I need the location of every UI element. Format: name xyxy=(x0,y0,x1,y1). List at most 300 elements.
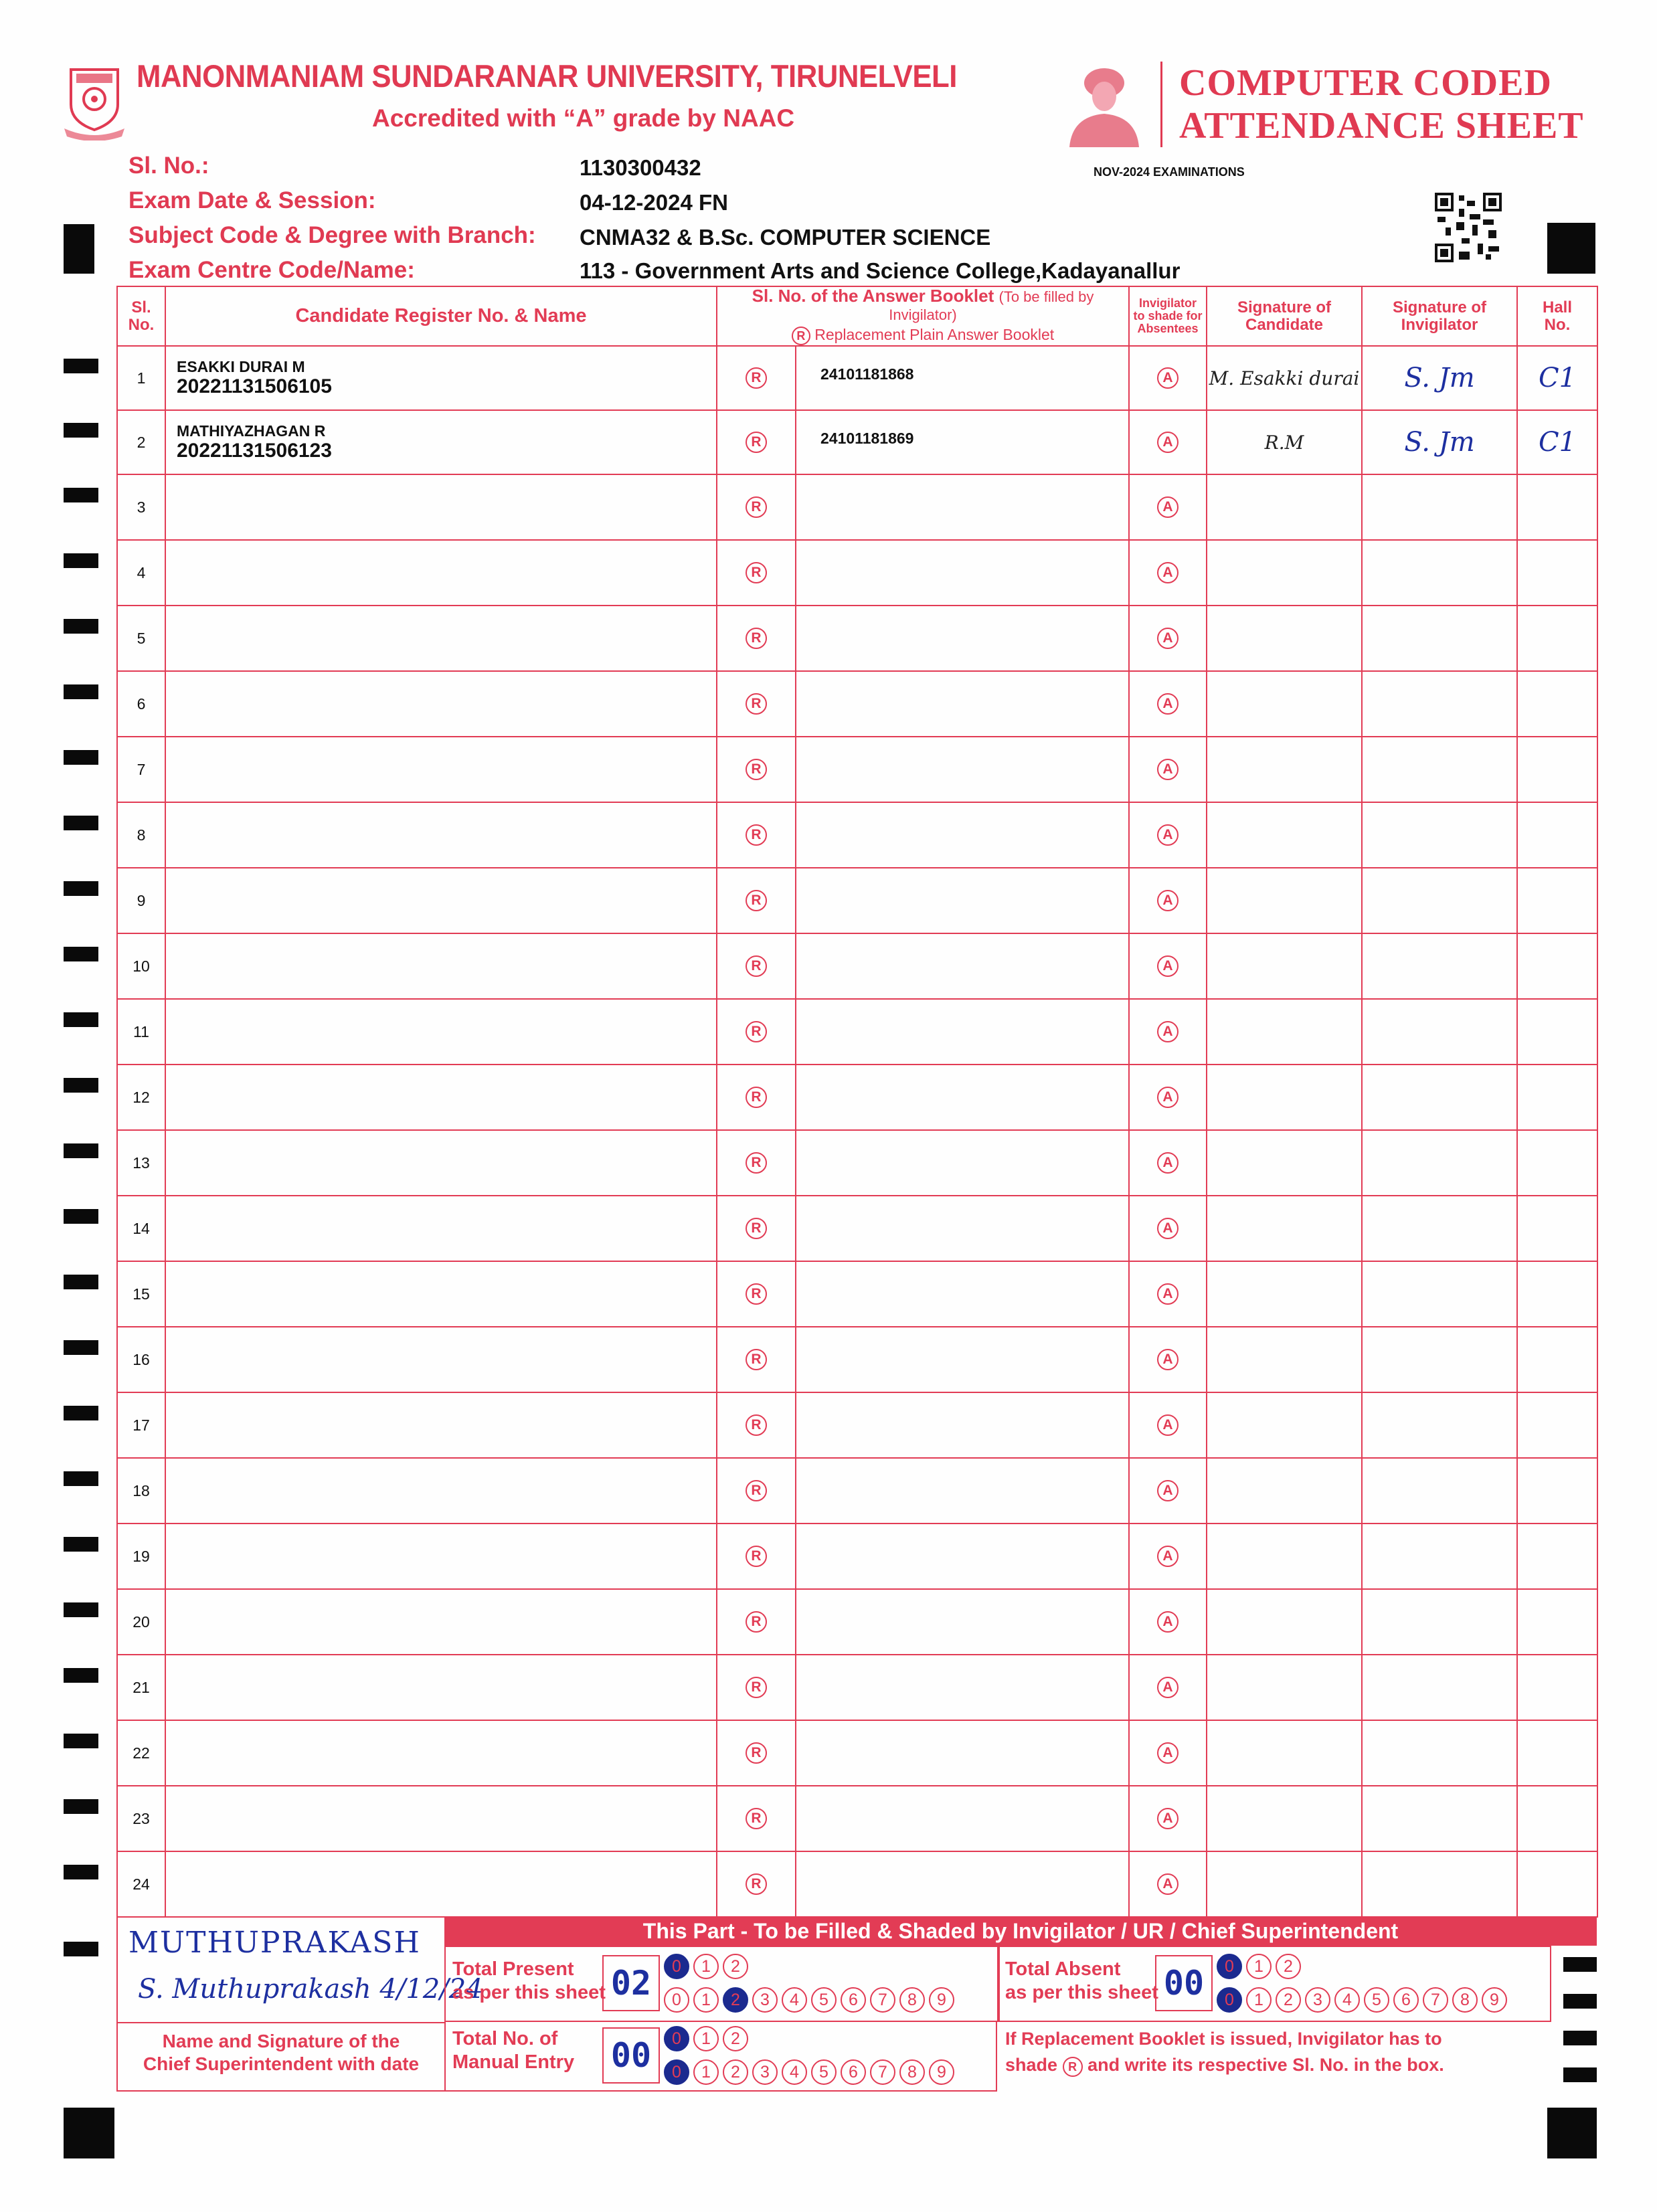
manual-entry-label: Total No. of Manual Entry xyxy=(452,2028,575,2073)
candidate-signature-cell[interactable] xyxy=(1207,410,1362,474)
replacement-bubble[interactable]: R xyxy=(746,1742,767,1764)
chief-signature-handwritten: S. Muthuprakash 4/12/24 xyxy=(138,1974,483,2005)
absentee-bubble-cell[interactable] xyxy=(1129,1720,1207,1786)
invigilator-signature-cell[interactable] xyxy=(1362,1655,1517,1720)
sheet-title-line-1: COMPUTER CODED xyxy=(1179,62,1552,104)
timing-mark-row xyxy=(64,488,98,502)
absentee-bubble[interactable]: A xyxy=(1157,890,1179,911)
absentee-bubble-cell[interactable] xyxy=(1129,671,1207,737)
replacement-bubble-cell[interactable] xyxy=(717,1589,796,1655)
invigilator-signature-cell[interactable] xyxy=(1362,671,1517,737)
replacement-note: If Replacement Booklet is issued, Invigilator has to shade R and write its respective Sl. No. in the box. xyxy=(1005,2026,1444,2078)
invigilator-signature: S. Jm xyxy=(1404,363,1475,394)
replacement-bubble-cell[interactable] xyxy=(717,1261,796,1327)
replacement-bubble[interactable]: R xyxy=(746,759,767,780)
absentee-bubble[interactable]: A xyxy=(1157,1021,1179,1042)
candidate-signature-cell[interactable] xyxy=(1207,1065,1362,1130)
row-sl-no: 13 xyxy=(117,1130,165,1196)
hall-no-cell[interactable] xyxy=(1517,1589,1597,1655)
accreditation-text: Accredited with “A” grade by NAAC xyxy=(372,104,795,132)
manual-entry-value-box[interactable]: 00 xyxy=(602,2027,660,2084)
absentee-bubble[interactable]: A xyxy=(1157,1873,1179,1895)
col-header-sl: Sl. No. xyxy=(117,286,165,346)
replacement-bubble[interactable]: R xyxy=(746,1283,767,1305)
absentee-bubble[interactable]: A xyxy=(1157,1283,1179,1305)
row-sl-no: 24 xyxy=(117,1851,165,1917)
replacement-bubble[interactable]: R xyxy=(746,693,767,715)
hall-no-cell[interactable] xyxy=(1517,1065,1597,1130)
replacement-bubble[interactable]: R xyxy=(746,628,767,649)
candidate-signature-cell[interactable] xyxy=(1207,1392,1362,1458)
booklet-no: 24101181869 xyxy=(820,430,914,448)
candidate-cell xyxy=(165,1524,717,1589)
replacement-bubble[interactable]: R xyxy=(746,1677,767,1698)
hall-no-cell[interactable] xyxy=(1517,1524,1597,1589)
hall-no-cell[interactable] xyxy=(1517,1327,1597,1392)
candidate-cell xyxy=(165,1786,717,1851)
candidate-signature-cell[interactable] xyxy=(1207,606,1362,671)
timing-mark-row xyxy=(64,423,98,438)
exam-date-label: Exam Date & Session: xyxy=(128,187,376,213)
booklet-no-cell[interactable] xyxy=(796,1851,1129,1917)
replacement-bubble-cell[interactable] xyxy=(717,1392,796,1458)
absent-tens-bubbles[interactable]: 0 1 2 xyxy=(1217,1954,1301,1979)
booklet-no-cell[interactable] xyxy=(796,802,1129,868)
replacement-bubble-cell[interactable] xyxy=(717,737,796,802)
absentee-bubble-cell[interactable] xyxy=(1129,1655,1207,1720)
booklet-no-cell[interactable] xyxy=(796,1065,1129,1130)
table-row xyxy=(117,933,1597,999)
hall-no-cell[interactable] xyxy=(1517,737,1597,802)
timing-mark-row xyxy=(64,553,98,568)
candidate-signature: R.M xyxy=(1264,431,1304,454)
candidate-signature-cell[interactable] xyxy=(1207,346,1362,410)
candidate-signature-cell[interactable] xyxy=(1207,737,1362,802)
replacement-bubble-cell[interactable] xyxy=(717,346,796,410)
candidate-cell xyxy=(165,410,717,474)
candidate-cell xyxy=(165,999,717,1065)
hall-no: C1 xyxy=(1538,363,1577,394)
manual-units-bubbles[interactable]: 0 1 2 3 4 5 6 7 8 9 xyxy=(664,2059,954,2085)
replacement-bubble[interactable]: R xyxy=(746,1808,767,1829)
replacement-bubble-cell[interactable] xyxy=(717,1065,796,1130)
table-row xyxy=(117,868,1597,933)
absentee-bubble[interactable]: A xyxy=(1157,562,1179,583)
row-sl-no: 17 xyxy=(117,1392,165,1458)
replacement-bubble-cell[interactable] xyxy=(717,474,796,540)
invigilator-signature-cell[interactable] xyxy=(1362,1851,1517,1917)
booklet-no-cell[interactable] xyxy=(796,1130,1129,1196)
candidate-signature-cell[interactable] xyxy=(1207,1655,1362,1720)
invigilator-signature-cell[interactable] xyxy=(1362,868,1517,933)
hall-no-cell[interactable] xyxy=(1517,474,1597,540)
exam-centre-label: Exam Centre Code/Name: xyxy=(128,257,415,283)
absentee-bubble-cell[interactable] xyxy=(1129,1589,1207,1655)
total-absent-box[interactable]: 00 xyxy=(1155,1955,1213,2011)
table-row xyxy=(117,1655,1597,1720)
candidate-cell xyxy=(165,1261,717,1327)
invigilator-signature-cell[interactable] xyxy=(1362,346,1517,410)
booklet-no-cell[interactable] xyxy=(796,1655,1129,1720)
replacement-bubble-cell[interactable] xyxy=(717,1851,796,1917)
present-units-bubbles[interactable]: 0 1 2 3 4 5 6 7 8 9 xyxy=(664,1987,954,2013)
replacement-bubble-cell[interactable] xyxy=(717,1327,796,1392)
row-sl-no: 4 xyxy=(117,540,165,606)
timing-mark-bottom-left xyxy=(64,2108,114,2158)
row-sl-no: 2 xyxy=(117,410,165,474)
candidate-cell xyxy=(165,1130,717,1196)
absentee-bubble[interactable]: A xyxy=(1157,1349,1179,1370)
absentee-bubble[interactable]: A xyxy=(1157,1087,1179,1108)
row-sl-no: 12 xyxy=(117,1065,165,1130)
booklet-no-cell[interactable] xyxy=(796,346,1129,410)
absentee-bubble[interactable]: A xyxy=(1157,759,1179,780)
absentee-bubble[interactable]: A xyxy=(1157,1480,1179,1501)
timing-mark-row xyxy=(64,684,98,699)
absentee-bubble-cell[interactable] xyxy=(1129,1851,1207,1917)
candidate-cell xyxy=(165,346,717,410)
booklet-no-cell[interactable] xyxy=(796,1720,1129,1786)
booklet-no-cell[interactable] xyxy=(796,933,1129,999)
booklet-no-cell[interactable] xyxy=(796,1524,1129,1589)
timing-mark-row xyxy=(64,1143,98,1158)
manual-tens-bubbles[interactable]: 0 1 2 xyxy=(664,2026,748,2051)
row-sl-no: 22 xyxy=(117,1720,165,1786)
candidate-signature-cell[interactable] xyxy=(1207,540,1362,606)
replacement-bubble-cell[interactable] xyxy=(717,606,796,671)
absentee-bubble-cell[interactable] xyxy=(1129,1261,1207,1327)
absentee-bubble[interactable]: A xyxy=(1157,496,1179,518)
timing-mark-bottom-right xyxy=(1547,2108,1597,2158)
hall-no-cell[interactable] xyxy=(1517,933,1597,999)
absentee-bubble-cell[interactable] xyxy=(1129,1786,1207,1851)
booklet-no-cell[interactable] xyxy=(796,1327,1129,1392)
candidate-cell xyxy=(165,1327,717,1392)
candidate-signature-cell[interactable] xyxy=(1207,1196,1362,1261)
row-sl-no: 5 xyxy=(117,606,165,671)
replacement-bubble-cell[interactable] xyxy=(717,410,796,474)
row-sl-no: 7 xyxy=(117,737,165,802)
replacement-bubble[interactable]: R xyxy=(746,432,767,453)
absentee-bubble-cell[interactable] xyxy=(1129,474,1207,540)
sl-no-label: Sl. No.: xyxy=(128,153,209,179)
booklet-no-cell[interactable] xyxy=(796,1786,1129,1851)
table-row xyxy=(117,1196,1597,1261)
candidate-signature-cell[interactable] xyxy=(1207,933,1362,999)
replacement-bubble[interactable]: R xyxy=(746,496,767,518)
hall-no-cell[interactable] xyxy=(1517,540,1597,606)
table-row xyxy=(117,1786,1597,1851)
absentee-bubble[interactable]: A xyxy=(1157,1677,1179,1698)
absentee-bubble-cell[interactable] xyxy=(1129,1524,1207,1589)
timing-mark-row xyxy=(64,1406,98,1420)
replacement-bubble[interactable]: R xyxy=(746,1152,767,1174)
replacement-bubble-cell[interactable] xyxy=(717,1655,796,1720)
replacement-bubble-cell[interactable] xyxy=(717,1786,796,1851)
total-present-box[interactable]: 02 xyxy=(602,1955,660,2011)
hall-no-cell[interactable] xyxy=(1517,999,1597,1065)
invigilator-signature-cell[interactable] xyxy=(1362,1065,1517,1130)
present-tens-bubbles[interactable]: 0 1 2 xyxy=(664,1954,748,1979)
replacement-bubble[interactable]: R xyxy=(746,367,767,389)
absentee-bubble-cell[interactable] xyxy=(1129,868,1207,933)
absentee-bubble-cell[interactable] xyxy=(1129,737,1207,802)
booklet-no-cell[interactable] xyxy=(796,1589,1129,1655)
replacement-bubble-cell[interactable] xyxy=(717,671,796,737)
timing-mark-row xyxy=(64,1340,98,1355)
timing-mark-row xyxy=(64,1734,98,1748)
replacement-bubble[interactable]: R xyxy=(746,824,767,846)
timing-mark-row xyxy=(64,1942,98,1956)
replacement-bubble[interactable]: R xyxy=(746,1611,767,1633)
absentee-bubble-cell[interactable] xyxy=(1129,802,1207,868)
row-sl-no: 14 xyxy=(117,1196,165,1261)
invigilator-signature-cell[interactable] xyxy=(1362,802,1517,868)
booklet-no-cell[interactable] xyxy=(796,474,1129,540)
invigilator-signature: S. Jm xyxy=(1404,427,1475,458)
absentee-bubble-cell[interactable] xyxy=(1129,540,1207,606)
invigilator-signature-cell[interactable] xyxy=(1362,1786,1517,1851)
candidate-cell xyxy=(165,1720,717,1786)
invigilator-signature-cell[interactable] xyxy=(1362,999,1517,1065)
booklet-no-cell[interactable] xyxy=(796,1458,1129,1524)
absentee-bubble-cell[interactable] xyxy=(1129,1196,1207,1261)
footer-banner: This Part - To be Filled & Shaded by Invigilator / UR / Chief Superintendent xyxy=(444,1916,1597,1946)
hall-no-cell[interactable] xyxy=(1517,671,1597,737)
absentee-bubble[interactable]: A xyxy=(1157,1808,1179,1829)
timing-mark-footer xyxy=(1563,2031,1597,2045)
invigilator-signature-cell[interactable] xyxy=(1362,1261,1517,1327)
invigilator-signature-cell[interactable] xyxy=(1362,1196,1517,1261)
row-sl-no: 18 xyxy=(117,1458,165,1524)
table-row xyxy=(117,474,1597,540)
replacement-bubble-cell[interactable] xyxy=(717,802,796,868)
candidate-signature-cell[interactable] xyxy=(1207,1458,1362,1524)
timing-mark-row xyxy=(64,1602,98,1617)
candidate-signature-cell[interactable] xyxy=(1207,999,1362,1065)
timing-mark-row xyxy=(64,1275,98,1289)
hall-no-cell[interactable] xyxy=(1517,802,1597,868)
candidate-signature-cell[interactable] xyxy=(1207,802,1362,868)
university-logo-icon xyxy=(62,64,127,141)
absent-units-bubbles[interactable]: 0 1 2 3 4 5 6 7 8 9 xyxy=(1217,1987,1507,2013)
candidate-signature-cell[interactable] xyxy=(1207,671,1362,737)
replacement-bubble-cell[interactable] xyxy=(717,540,796,606)
invigilator-signature-cell[interactable] xyxy=(1362,737,1517,802)
hall-no-cell[interactable] xyxy=(1517,1786,1597,1851)
invigilator-signature-cell[interactable] xyxy=(1362,933,1517,999)
absentee-bubble[interactable]: A xyxy=(1157,432,1179,453)
replacement-bubble-cell[interactable] xyxy=(717,1458,796,1524)
invigilator-signature-cell[interactable] xyxy=(1362,1524,1517,1589)
timing-mark-row xyxy=(64,1668,98,1683)
replacement-bubble-cell[interactable] xyxy=(717,1130,796,1196)
timing-mark-row xyxy=(64,947,98,961)
candidate-cell xyxy=(165,540,717,606)
totals-divider xyxy=(997,1946,1000,2022)
hall-no-cell[interactable] xyxy=(1517,1261,1597,1327)
timing-mark-row xyxy=(64,359,98,373)
absentee-bubble[interactable]: A xyxy=(1157,1546,1179,1567)
absentee-bubble[interactable]: A xyxy=(1157,824,1179,846)
hall-no-cell[interactable] xyxy=(1517,1130,1597,1196)
table-row xyxy=(117,1392,1597,1458)
invigilator-signature-cell[interactable] xyxy=(1362,1130,1517,1196)
booklet-no-cell[interactable] xyxy=(796,410,1129,474)
absentee-bubble[interactable]: A xyxy=(1157,955,1179,977)
replacement-bubble[interactable]: R xyxy=(746,562,767,583)
candidate-signature-cell[interactable] xyxy=(1207,868,1362,933)
candidate-cell xyxy=(165,474,717,540)
candidate-signature-cell[interactable] xyxy=(1207,1524,1362,1589)
replacement-bubble[interactable]: R xyxy=(746,1087,767,1108)
row-sl-no: 11 xyxy=(117,999,165,1065)
subject-value: CNMA32 & B.Sc. COMPUTER SCIENCE xyxy=(580,225,991,250)
absentee-bubble-cell[interactable] xyxy=(1129,1065,1207,1130)
invigilator-signature-cell[interactable] xyxy=(1362,1458,1517,1524)
replacement-bubble-cell[interactable] xyxy=(717,1196,796,1261)
hall-no-cell[interactable] xyxy=(1517,346,1597,410)
university-name: MANONMANIAM SUNDARANAR UNIVERSITY, TIRUNELVELI xyxy=(137,58,957,94)
replacement-bubble-cell[interactable] xyxy=(717,1720,796,1786)
hall-no-cell[interactable] xyxy=(1517,1851,1597,1917)
hall-no-cell[interactable] xyxy=(1517,868,1597,933)
row-sl-no: 15 xyxy=(117,1261,165,1327)
candidate-cell xyxy=(165,1589,717,1655)
absentee-bubble[interactable]: A xyxy=(1157,1742,1179,1764)
col-header-candidate-signature: Signature of Candidate xyxy=(1207,286,1362,346)
candidate-cell xyxy=(165,933,717,999)
hall-no-cell[interactable] xyxy=(1517,1655,1597,1720)
absentee-bubble-cell[interactable] xyxy=(1129,1458,1207,1524)
replacement-bubble[interactable]: R xyxy=(746,1414,767,1436)
replacement-bubble[interactable]: R xyxy=(746,1218,767,1239)
hall-no-cell[interactable] xyxy=(1517,606,1597,671)
hall-no-cell[interactable] xyxy=(1517,1392,1597,1458)
replacement-bubble[interactable]: R xyxy=(746,890,767,911)
absentee-bubble[interactable]: A xyxy=(1157,693,1179,715)
booklet-no-cell[interactable] xyxy=(796,737,1129,802)
qr-code-icon xyxy=(1435,193,1502,262)
absentee-bubble[interactable]: A xyxy=(1157,367,1179,389)
hall-no-cell[interactable] xyxy=(1517,1458,1597,1524)
table-row xyxy=(117,540,1597,606)
timing-mark-footer xyxy=(1563,1957,1597,1972)
replacement-bubble[interactable]: R xyxy=(746,1021,767,1042)
absentee-bubble[interactable]: A xyxy=(1157,1218,1179,1239)
invigilator-signature-cell[interactable] xyxy=(1362,540,1517,606)
absentee-bubble[interactable]: A xyxy=(1157,628,1179,649)
timing-mark-row xyxy=(64,1865,98,1879)
row-sl-no: 23 xyxy=(117,1786,165,1851)
row-sl-no: 8 xyxy=(117,802,165,868)
candidate-signature-cell[interactable] xyxy=(1207,474,1362,540)
hall-no-cell[interactable] xyxy=(1517,1720,1597,1786)
replacement-bubble[interactable]: R xyxy=(746,955,767,977)
invigilator-signature-cell[interactable] xyxy=(1362,606,1517,671)
invigilator-signature-cell[interactable] xyxy=(1362,474,1517,540)
absentee-bubble[interactable]: A xyxy=(1157,1414,1179,1436)
absentee-bubble-cell[interactable] xyxy=(1129,346,1207,410)
invigilator-signature-cell[interactable] xyxy=(1362,1392,1517,1458)
replacement-bubble-cell[interactable] xyxy=(717,868,796,933)
candidate-register-no: 20221131506105 xyxy=(177,375,332,398)
table-row xyxy=(117,1261,1597,1327)
table-row xyxy=(117,1851,1597,1917)
invigilator-signature-cell[interactable] xyxy=(1362,410,1517,474)
candidate-cell xyxy=(165,1458,717,1524)
candidate-signature-cell[interactable] xyxy=(1207,1589,1362,1655)
table-row xyxy=(117,802,1597,868)
absentee-bubble-cell[interactable] xyxy=(1129,1327,1207,1392)
timing-mark-row xyxy=(64,1012,98,1027)
chief-label: Name and Signature of the Chief Superintendent with date xyxy=(143,2031,420,2074)
hall-no-cell[interactable] xyxy=(1517,1196,1597,1261)
invigilator-signature-cell[interactable] xyxy=(1362,1327,1517,1392)
hall-no-cell[interactable] xyxy=(1517,410,1597,474)
replacement-bubble-cell[interactable] xyxy=(717,1524,796,1589)
replacement-bubble-cell[interactable] xyxy=(717,933,796,999)
row-sl-no: 19 xyxy=(117,1524,165,1589)
candidate-cell xyxy=(165,868,717,933)
absentee-bubble-cell[interactable] xyxy=(1129,933,1207,999)
candidate-signature-cell[interactable] xyxy=(1207,1851,1362,1917)
booklet-no-cell[interactable] xyxy=(796,606,1129,671)
booklet-no-cell[interactable] xyxy=(796,868,1129,933)
exam-date-value: 04-12-2024 FN xyxy=(580,190,728,215)
candidate-name: MATHIYAZHAGAN R xyxy=(177,422,326,440)
replacement-bubble[interactable]: R xyxy=(746,1480,767,1501)
title-divider xyxy=(1160,62,1162,147)
table-row xyxy=(117,1720,1597,1786)
booklet-no-cell[interactable] xyxy=(796,1196,1129,1261)
candidate-cell xyxy=(165,1065,717,1130)
absentee-bubble-cell[interactable] xyxy=(1129,999,1207,1065)
booklet-no-cell[interactable] xyxy=(796,1392,1129,1458)
replacement-bubble-cell[interactable] xyxy=(717,999,796,1065)
candidate-signature-cell[interactable] xyxy=(1207,1327,1362,1392)
invigilator-signature-cell[interactable] xyxy=(1362,1720,1517,1786)
candidate-signature-cell[interactable] xyxy=(1207,1720,1362,1786)
absentee-bubble-cell[interactable] xyxy=(1129,1392,1207,1458)
replacement-bubble[interactable]: R xyxy=(746,1546,767,1567)
timing-mark-row xyxy=(64,1799,98,1814)
booklet-no: 24101181868 xyxy=(820,365,914,383)
booklet-no-cell[interactable] xyxy=(796,540,1129,606)
timing-mark-row xyxy=(64,881,98,896)
booklet-no-cell[interactable] xyxy=(796,1261,1129,1327)
absentee-bubble-cell[interactable] xyxy=(1129,410,1207,474)
table-row xyxy=(117,1065,1597,1130)
table-row xyxy=(117,671,1597,737)
replacement-bubble[interactable]: R xyxy=(746,1349,767,1370)
total-present-label: Total Present as per this sheet xyxy=(452,1958,606,2003)
invigilator-signature-cell[interactable] xyxy=(1362,1589,1517,1655)
candidate-signature-cell[interactable] xyxy=(1207,1261,1362,1327)
timing-mark-row xyxy=(64,1471,98,1486)
table-row xyxy=(117,1458,1597,1524)
attendance-table xyxy=(116,286,1598,1918)
absentee-bubble[interactable]: A xyxy=(1157,1611,1179,1633)
booklet-no-cell[interactable] xyxy=(796,671,1129,737)
absentee-bubble-cell[interactable] xyxy=(1129,606,1207,671)
candidate-signature-cell[interactable] xyxy=(1207,1786,1362,1851)
replacement-bubble[interactable]: R xyxy=(746,1873,767,1895)
candidate-signature-cell[interactable] xyxy=(1207,1130,1362,1196)
booklet-no-cell[interactable] xyxy=(796,999,1129,1065)
absentee-bubble[interactable]: A xyxy=(1157,1152,1179,1174)
absentee-bubble-cell[interactable] xyxy=(1129,1130,1207,1196)
